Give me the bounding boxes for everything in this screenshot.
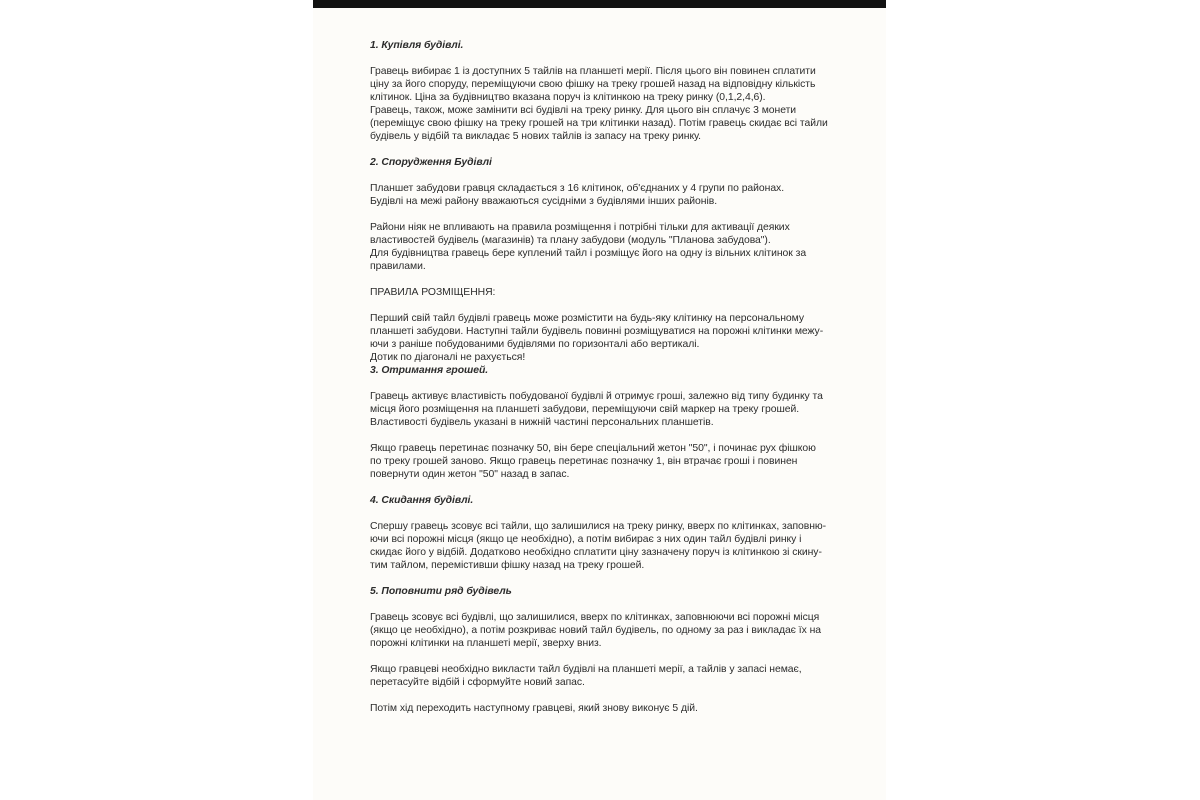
section-3-paragraph-2: Якщо гравець перетинає позначку 50, він бере спеціальний жетон "50", і починає рух фішкою по треку грошей заново. Якщо гравець перетинає позначку 1, він втрачає гроші і повинен повернути один жетон "50" назад в запас. <box>370 443 816 480</box>
section-5-paragraph-3: Потім хід переходить наступному гравцеві, який знову виконує 5 дій. <box>370 703 698 714</box>
section-2-paragraph-3: Перший свій тайл будівлі гравець може розмістити на будь-яку клітинку на персональному планшеті забудови. Наступні тайли будівель повинні розміщуватися на порожні клітинки межу- ючи з раніше побудованими будівлями по горизонталі або вертикалі. Дотик по діагоналі не рахується! <box>370 313 824 363</box>
section-1-title: 1. Купівля будівлі. <box>370 40 464 51</box>
section-5-paragraph-1: Гравець зсовує всі будівлі, що залишилися, вверх по клітинках, заповнюючи всі порожні місця (якщо це необхідно), а потім розкриває новий тайл будівель, по одному за раз і викладає їх на порожні клітинки на планшеті мерії, зверху вниз. <box>370 612 822 649</box>
section-5-paragraph-2: Якщо гравцеві необхідно викласти тайл будівлі на планшеті мерії, а тайлів у запасі немає, перетасуйте відбій і сформуйте новий запас. <box>370 664 802 688</box>
section-1-paragraph-1: Гравець вибирає 1 із доступних 5 тайлів на планшеті мерії. Після цього він повинен сплатити ціну за його споруду, переміщуючи свою фішку на треку грошей назад на відповідну кількість клітинок. Ціна за будівництво вказана поруч із клітинкою на треку ринку (0,1,2,4,6). Гравець, також, може замінити всі будівлі на треку ринку. Для цього він сплачує 3 монети (переміщує свою фішку на треку грошей на три клітинки назад). Потім гравець скидає всі тайли будівель у відбій та викладає 5 нових тайлів із запасу на треку ринку. <box>370 66 828 142</box>
section-2-paragraph-2: Райони ніяк не впливають на правила розміщення і потрібні тільки для активації деяких властивостей будівель (магазинів) та плану забудови (модуль "Планова забудова"). Для будівництва гравець бере куплений тайл і розміщує його на одну із вільних клітинок за правилами. <box>370 222 807 272</box>
placement-rules-heading: ПРАВИЛА РОЗМІЩЕННЯ: <box>370 287 496 298</box>
section-5-title: 5. Поповнити ряд будівель <box>370 586 512 597</box>
section-4-title: 4. Скидання будівлі. <box>370 495 474 506</box>
section-4-paragraph-1: Спершу гравець зсовує всі тайли, що залишилися на треку ринку, вверх по клітинках, заповню- ючи всі порожні місця (якщо це необхідно), а потім вибирає з них один тайл будівлі ринку і скидає його у відбій. Додатково необхідно сплатити ціну зазначену поруч із клітинкою зі скину- тим тайлом, перемістивши фішку назад на треку грошей. <box>370 521 827 571</box>
document-page <box>313 8 886 800</box>
section-2-paragraph-1: Планшет забудови гравця складається з 16 клітинок, об'єднаних у 4 групи по районах. Будівлі на межі району вважаються сусідніми з будівлями інших районів. <box>370 183 785 207</box>
section-2-title: 2. Спорудження Будівлі <box>370 157 492 168</box>
section-3-paragraph-1: Гравець активує властивість побудованої будівлі й отримує гроші, залежно від типу будинку та місця його розміщення на планшеті забудови, переміщуючи свій маркер на треку грошей. Властивості будівель указані в нижній частині персональних планшетів. <box>370 391 823 428</box>
section-3-title: 3. Отримання грошей. <box>370 365 489 376</box>
document-content <box>370 39 835 715</box>
top-dark-bar <box>313 0 886 8</box>
